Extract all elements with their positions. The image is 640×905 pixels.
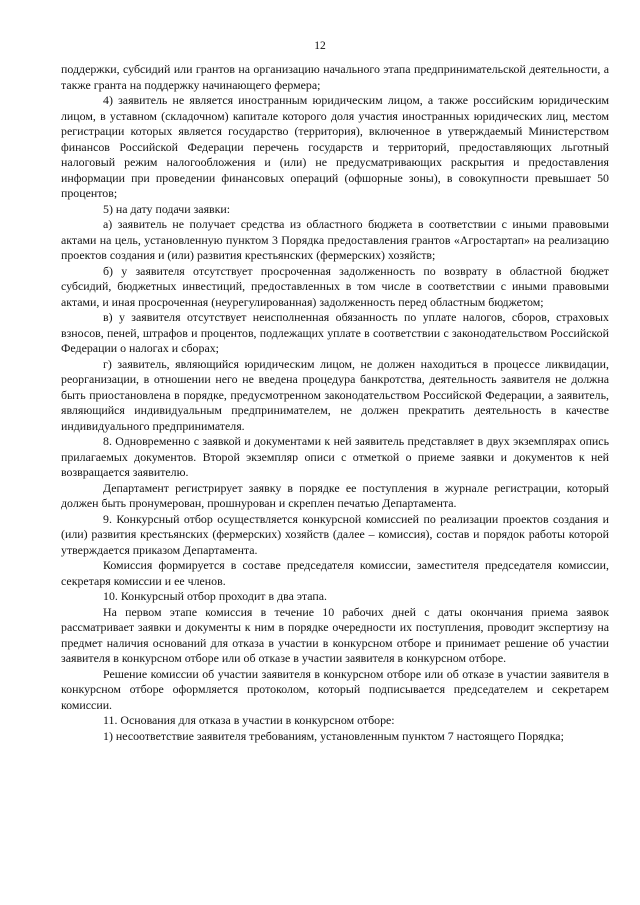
paragraph: 5) на дату подачи заявки: [103,201,231,216]
paragraph: 11. Основания для отказа в участии в конкурсном отборе: [103,713,395,727]
paragraph: Решение комиссии об участии заявителя в конкурсном отборе или об отказе в участии заявителя в конкурсном отборе оформляется протоколом, который подписывается председателем и секретарем комиссии. [61,666,609,712]
paragraph: Департамент регистрирует заявку в порядке ее поступления в журнале регистрации, который должен быть пронумерован, прошнурован и скреплен печатью Департамента. [61,480,609,510]
paragraph: 10. Конкурсный отбор проходит в два этапа. [103,589,328,603]
paragraph: г) заявитель, являющийся юридическим лицом, не должен находиться в процессе ликвидации, реорганизации, в отношении него не введена процедура банкротства, деятельность заявителя не должна быть приостановлена в порядке, предусмотренном законодательством Российской Федерации, а заявитель, являющийся индивидуальным предпринимателем, не должен прекратить деятельность в качестве индивидуального предпринимателя. [61,356,609,433]
paragraph: 4) заявитель не является иностранным юридическим лицом, а также российским юридическим лицом, в уставном (складочном) капитале которого доля участия иностранных юридических лиц, местом регистрации которых является государство (территория), включенное в утверждаемый Министерством финансов Российской Федерации перечень государств и территорий, предоставляющих льготный налоговый режим налогообложения и (или) не предусматривающих раскрытия и предоставления информации при проведении финансовых операций (офшорные зоны), в совокупности превышает 50 процентов; [61,93,609,200]
paragraph: поддержки, субсидий или грантов на организацию начального этапа предпринимательской деятельности, а также гранта на поддержку начинающего фермера; [61,62,609,92]
paragraph: 9. Конкурсный отбор осуществляется конкурсной комиссией по реализации проектов создания и (или) развития крестьянских (фермерских) хозяйств (далее – комиссия), состав и порядок работы которой утверждается приказом Департамента. [61,511,609,557]
paragraph: 8. Одновременно с заявкой и документами к ней заявитель представляет в двух экземплярах опись прилагаемых документов. Второй экземпляр описи с отметкой о приеме заявки и документов к ней возвращается заявителю. [61,434,609,479]
paragraph: Комиссия формируется в составе председателя комиссии, заместителя председателя комиссии, секретаря комиссии и ее членов. [61,558,609,588]
paragraph: б) у заявителя отсутствует просроченная задолженность по возврату в областной бюджет субсидий, бюджетных инвестиций, предоставленных в том числе в соответствии с иными правовыми актами, и иная просроченная (неурегулированная) задолженность перед областным бюджетом; [61,263,609,309]
paragraph: 1) несоответствие заявителя требованиям, установленным пунктом 7 настоящего Порядка; [103,728,564,743]
paragraph: а) заявитель не получает средства из областного бюджета в соответствии с иными правовыми актами на цель, установленную пунктом 3 Порядка предоставления грантов «Агростартап» на реализацию проектов создания и (или) развития крестьянских (фермерских) хозяйств; [61,217,609,262]
paragraph: На первом этапе комиссия в течение 10 рабочих дней с даты окончания приема заявок рассматривает заявки и документы к ним в порядке очередности их поступления, проводит экспертизу на предмет наличия оснований для отказа в участии в конкурсном отборе и принимает решение об участии заявителя в конкурсном отборе или об отказе в участии заявителя в конкурсном отборе. [61,604,609,665]
document-body [61,62,609,744]
paragraph: в) у заявителя отсутствует неисполненная обязанность по уплате налогов, сборов, страховых взносов, пеней, штрафов и процентов, подлежащих уплате в соответствии с законодательством Российской Федерации о налогах и сборах; [61,310,609,355]
page-number: 12 [314,40,326,52]
